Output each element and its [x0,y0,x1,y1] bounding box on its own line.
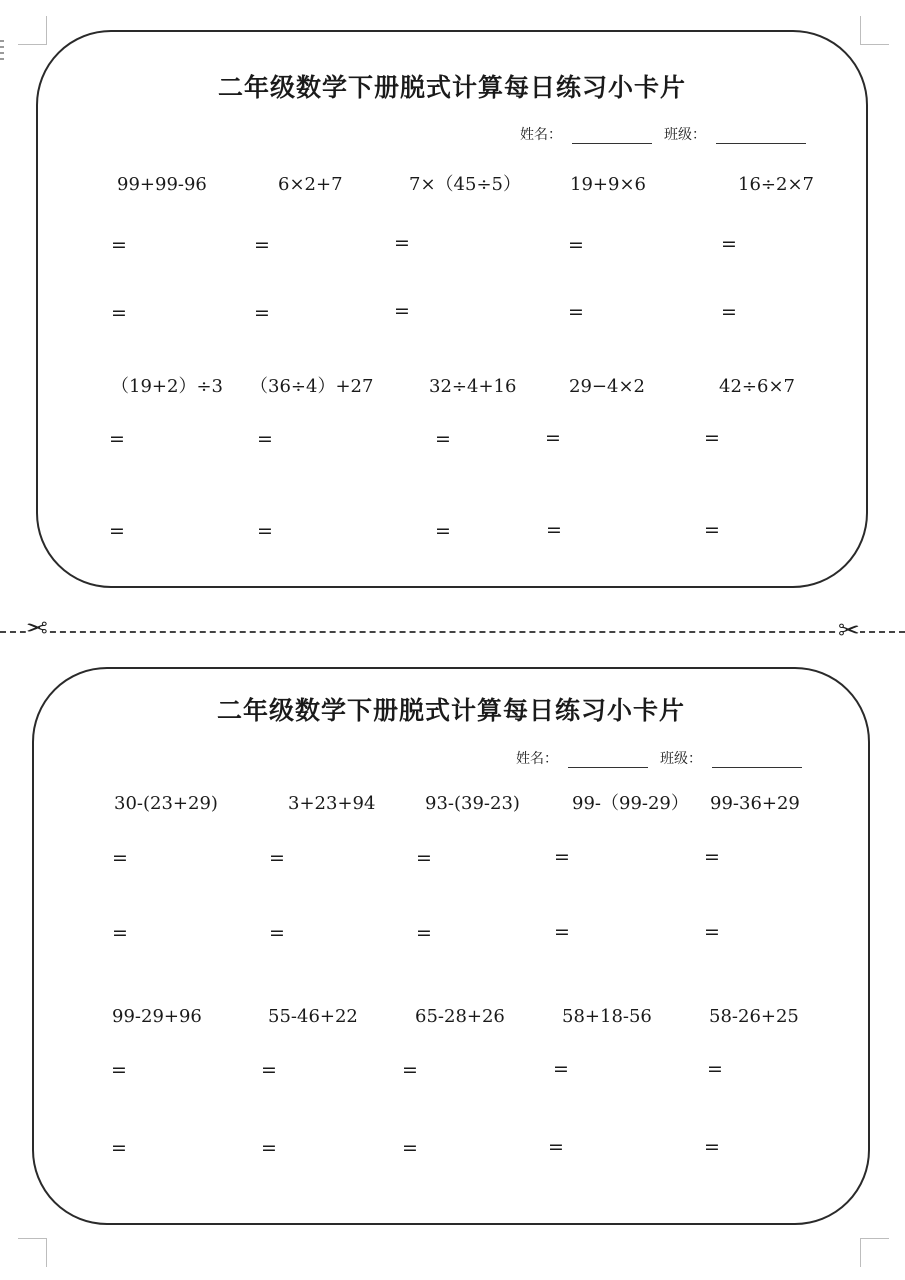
equals-sign: = [109,428,125,450]
equals-sign: = [704,427,720,449]
name-label: 姓名： [516,751,558,767]
class-blank[interactable] [716,129,806,144]
problem: 99-（99-29） [572,793,689,814]
equals-sign: = [269,922,285,944]
equals-sign: = [402,1137,418,1159]
problem: 29−4×2 [569,376,645,397]
equals-sign: = [721,233,737,255]
equals-sign: = [254,234,270,256]
equals-sign: = [704,1136,720,1158]
scissors-icon: ✂ [26,614,48,644]
equals-sign: = [548,1136,564,1158]
problem: 65-28+26 [415,1006,505,1027]
problem: 58-26+25 [709,1006,799,1027]
equals-sign: = [111,234,127,256]
practice-card-1 [36,30,868,588]
problem: 99+99-96 [117,174,207,195]
crop-mark-top-right [860,16,889,45]
equals-sign: = [257,428,273,450]
name-class-row [516,748,802,768]
name-blank[interactable] [568,753,648,768]
problem: 30-(23+29) [114,793,218,814]
crop-mark-bottom-right [860,1238,889,1267]
equals-sign: = [111,302,127,324]
edge-marker [0,40,4,64]
equals-sign: = [553,1058,569,1080]
equals-sign: = [707,1058,723,1080]
equals-sign: = [568,301,584,323]
problem: （19+2）÷3 [111,376,223,397]
problem: 3+23+94 [288,793,376,814]
name-class-row [520,124,806,144]
problem: 99-36+29 [710,793,800,814]
problem: 16÷2×7 [738,174,814,195]
problem: （36÷4）+27 [250,376,374,397]
equals-sign: = [402,1059,418,1081]
practice-card-2 [32,667,870,1225]
crop-mark-top-left [18,16,47,45]
problem: 19+9×6 [570,174,646,195]
problem: 6×2+7 [278,174,343,195]
equals-sign: = [704,921,720,943]
problem: 99-29+96 [112,1006,202,1027]
crop-mark-bottom-left [18,1238,47,1267]
cut-line [0,631,905,633]
scissors-icon: ✂ [838,616,860,646]
equals-sign: = [394,232,410,254]
equals-sign: = [109,520,125,542]
equals-sign: = [257,520,273,542]
problem: 7×（45÷5） [409,174,521,195]
card-title: 二年级数学下册脱式计算每日练习小卡片 [217,73,686,102]
card-title: 二年级数学下册脱式计算每日练习小卡片 [216,696,685,725]
problem: 55-46+22 [268,1006,358,1027]
class-label: 班级： [660,751,702,767]
name-label: 姓名： [520,127,562,143]
equals-sign: = [416,847,432,869]
equals-sign: = [554,846,570,868]
equals-sign: = [416,922,432,944]
equals-sign: = [112,922,128,944]
equals-sign: = [261,1137,277,1159]
equals-sign: = [111,1137,127,1159]
problem: 93-(39-23) [425,793,520,814]
class-label: 班级： [664,127,706,143]
equals-sign: = [546,519,562,541]
equals-sign: = [704,519,720,541]
equals-sign: = [269,847,285,869]
problem: 58+18-56 [562,1006,652,1027]
class-blank[interactable] [712,753,802,768]
equals-sign: = [435,520,451,542]
equals-sign: = [554,921,570,943]
problem: 32÷4+16 [429,376,517,397]
name-blank[interactable] [572,129,652,144]
equals-sign: = [435,428,451,450]
equals-sign: = [394,300,410,322]
equals-sign: = [545,427,561,449]
equals-sign: = [721,301,737,323]
equals-sign: = [261,1059,277,1081]
equals-sign: = [254,302,270,324]
equals-sign: = [568,234,584,256]
equals-sign: = [111,1059,127,1081]
equals-sign: = [112,847,128,869]
equals-sign: = [704,846,720,868]
problem: 42÷6×7 [719,376,795,397]
